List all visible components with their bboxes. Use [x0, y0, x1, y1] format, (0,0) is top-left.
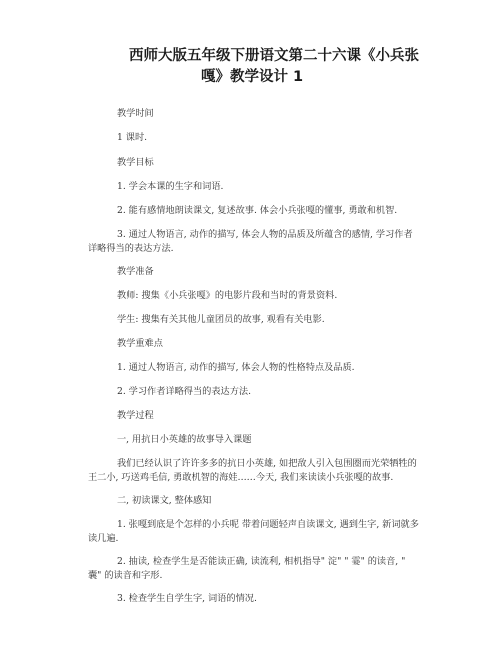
paragraph: 3. 通过人物语言, 动作的描写, 体会人物的品质及所蕴含的感情, 学习作者详略得当的表达方法. [88, 229, 413, 254]
paragraph: 一, 用抗日小英雄的故事导入课题 [117, 434, 252, 445]
paragraph: 我们已经认识了许许多多的抗日小英雄, 如把敌人引入包围圈而光荣牺牲的王二小, 巧送鸡毛信, 勇敢机智的海娃……今天, 我们来读读小兵张嘎的故事. [88, 458, 417, 483]
paragraph: 学生: 搜集有关其他儿童团员的故事, 观看有关电影. [117, 314, 325, 325]
paragraph: 3. 检查学生自学生字, 词语的情况. [117, 593, 257, 604]
paragraph: 1. 通过人物语言, 动作的描写, 体会人物的性格特点及品质. [117, 362, 355, 373]
heading-teaching-preparation: 教学准备 [117, 266, 154, 277]
heading-teaching-time: 教学时间 [117, 108, 154, 119]
heading-teaching-goals: 教学目标 [117, 157, 154, 168]
paragraph: 2. 能有感情地朗读课文, 复述故事. 体会小兵张嘎的懂事, 勇敢和机智. [117, 205, 398, 216]
title-line-1: 西师大版五年级下册语文第二十六课《小兵张 [129, 48, 419, 64]
paragraph: 2. 抽读, 检查学生是否能读正确, 读流利, 相机指导" 淀" " 霎" 的读音, " 囊" 的读音和字形. [88, 556, 406, 581]
paragraph: 2. 学习作者详略得当的表达方法. [117, 386, 252, 397]
paragraph: 1. 学会本课的生字和词语. [117, 181, 224, 192]
heading-key-points: 教学重难点 [117, 338, 163, 349]
heading-teaching-process: 教学过程 [117, 410, 154, 421]
title-line-2: 嘎》教学设计 1 [201, 69, 304, 85]
paragraph: 1 课时. [117, 132, 148, 143]
paragraph: 二, 初读课文, 整体感知 [117, 495, 212, 506]
paragraph: 1. 张嘎到底是个怎样的小兵呢 带着问题轻声自读课文, 遇到生字, 新词就多读几遍. [88, 519, 419, 544]
paragraph: 教师: 搜集《小兵张嘎》的电影片段和当时的背景资料. [117, 290, 338, 301]
document-title [129, 46, 449, 88]
